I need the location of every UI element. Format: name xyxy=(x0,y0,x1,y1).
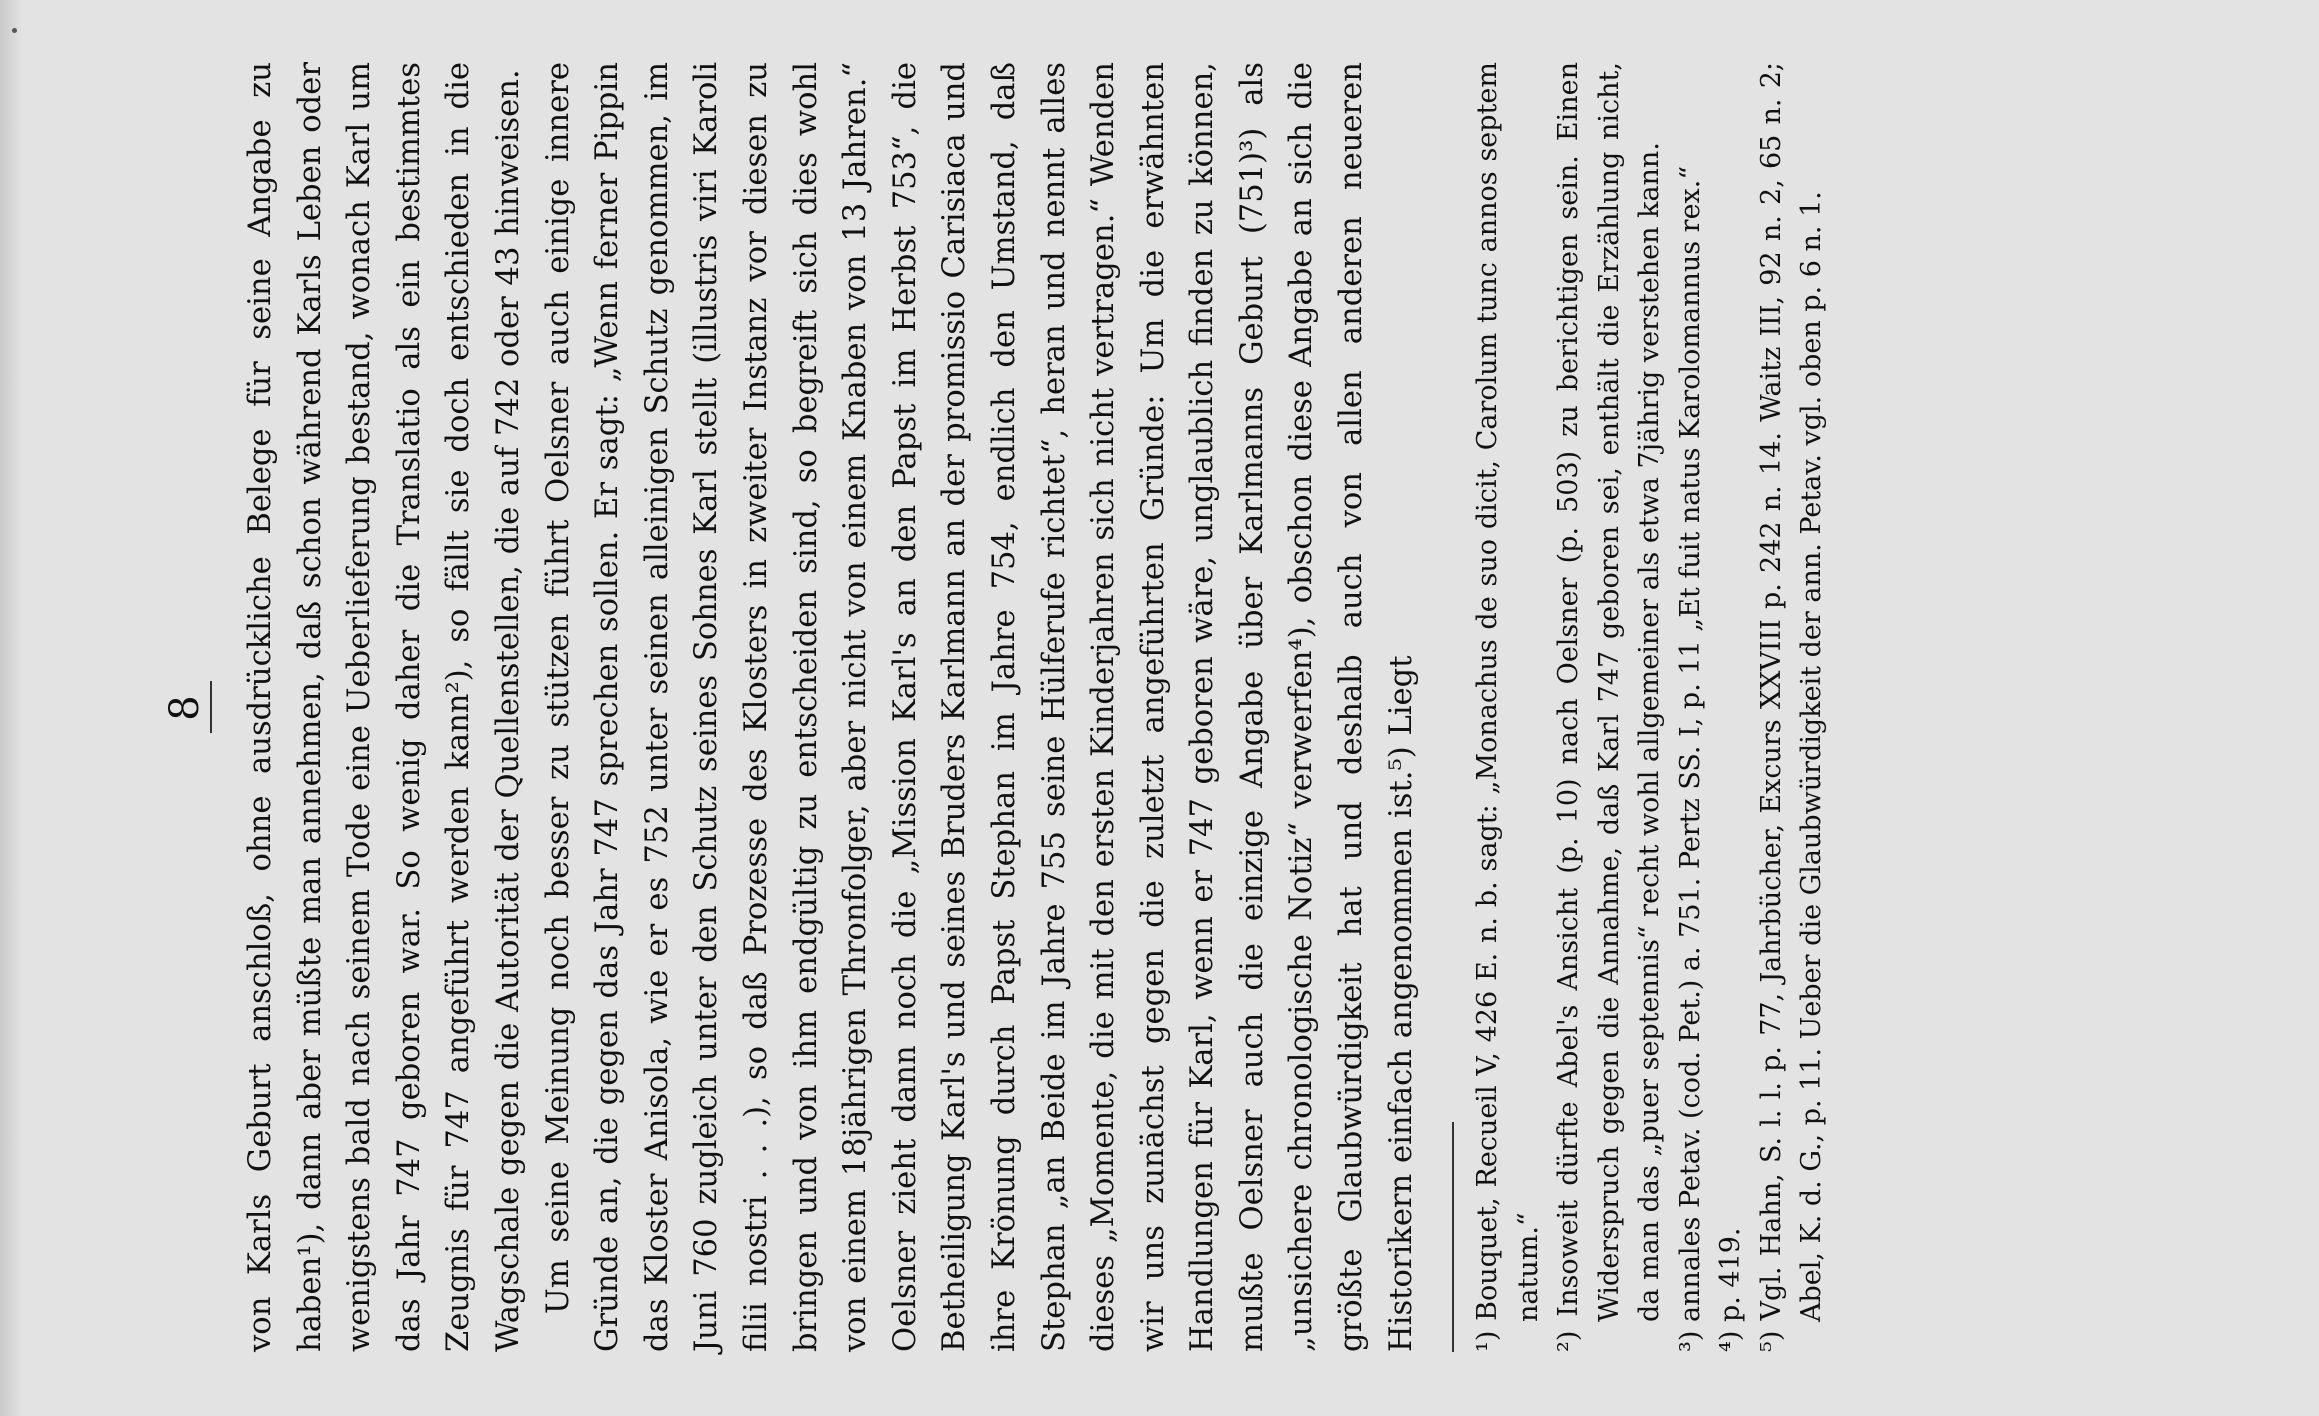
footnote-4: ⁴) p. 419. xyxy=(1715,1227,1747,1352)
footnotes xyxy=(1468,62,1833,1352)
body-text xyxy=(236,62,1426,1352)
rotated-text-block xyxy=(160,62,1940,1352)
scan-speck xyxy=(12,28,17,33)
footnote-rule xyxy=(1452,1122,1454,1352)
footnote-3: ³) annales Petav. (cod. Pet.) a. 751. Pertz SS. I, p. 11 „Et fuit natus Karolomannus rex.“ xyxy=(1674,165,1706,1352)
paragraph-1: von Karls Geburt anschloß, ohne ausdrückliche Belege für seine Angabe zu haben¹), dann aber müßte man annehmen, daß schon während Karls Leben oder wenigstens bald nach seinem Tode eine Ueberlieferung bestand, wonach Karl um das Jahr 747 geboren war. So wenig daher die Translatio als ein bestimmtes Zeugnis für 747 angeführt werden kann²), so fällt sie doch entschieden in die Wagschale gegen die Autorität der Quellenstellen, die auf 742 oder 43 hinweisen. xyxy=(243,62,526,1352)
footnote-1: ¹) Bouquet, Recueil V, 426 E. n. b. sagt: „Monachus de suo dicit, Carolum tunc annos septem natum.“ xyxy=(1472,62,1544,1352)
paragraph-2: Um seine Meinung noch besser zu stützen führt Oelsner auch einige innere Gründe an, die gegen das Jahr 747 sprechen sollen. Er sagt: „Wenn ferner Pippin das Kloster Anisola, wie er es 752 unter seinen alleinigen Schutz genommen, im Juni 760 zugleich unter den Schutz seines Sohnes Karl stellt (illustris viri Karoli filii nostri . . .), so daß Prozesse des Klosters in zweiter Instanz vor diesen zu bringen und von ihm endgültig zu entscheiden sind, so begreift sich dies wohl von einem 18jährigen Thronfolger, aber nicht von einem Knaben von 13 Jahren.“ Oelsner zieht dann noch die „Mission Karl's an den Papst im Herbst 753“, die Betheiligung Karl's und seines Bruders Karlmann an der promissio Carisiaca und ihre Krönung durch Papst Stephan im Jahre 754, endlich den Umstand, daß Stephan „an Beide im Jahre 755 seine Hülferufe richtet“, heran und nennt alles dieses „Momente, die mit den ersten Kinderjahren sich nicht vertragen.“ Wenden wir uns zunächst gegen die zuletzt angeführten Gründe: Um die erwähnten Handlungen für Karl, wenn er 747 geboren wäre, unglaublich finden zu können, mußte Oelsner auch die einzige Angabe über Karlmanns Geburt (751)³) als „unsichere chronologische Notiz“ verwerfen⁴), obschon diese Angabe an sich die größte Glaubwürdigkeit hat und deshalb auch von allen anderen neueren Historikern einfach angenommen ist.⁵) Liegt xyxy=(540,62,1419,1352)
footnote-5: ⁵) Vgl. Hahn, S. l. l. p. 77, Jahrbücher, Excurs XXVIII p. 242 n. 14. Waitz III, 92 n. 2, 65 n. 2; Abel, K. d. G., p. 11. Ueber die Glaubwürdigkeit der ann. Petav. vgl. oben p. 6 n. 1. xyxy=(1755,62,1828,1352)
page-number xyxy=(160,62,216,1352)
footnote-2: ²) Insoweit dürfte Abel's Ansicht (p. 10) nach Oelsner (p. 503) zu berichtigen sein. Einen Widerspruch gegen die Annahme, daß Karl 747 geboren sei, enthält die Erzählung nicht, da man das „puer septennis“ recht wohl allgemeiner als etwa 7jährig verstehen kann. xyxy=(1553,62,1666,1352)
page-number-rule xyxy=(210,681,212,733)
page-edge-shadow xyxy=(0,0,22,1416)
page-number-text: 8 xyxy=(162,693,208,721)
